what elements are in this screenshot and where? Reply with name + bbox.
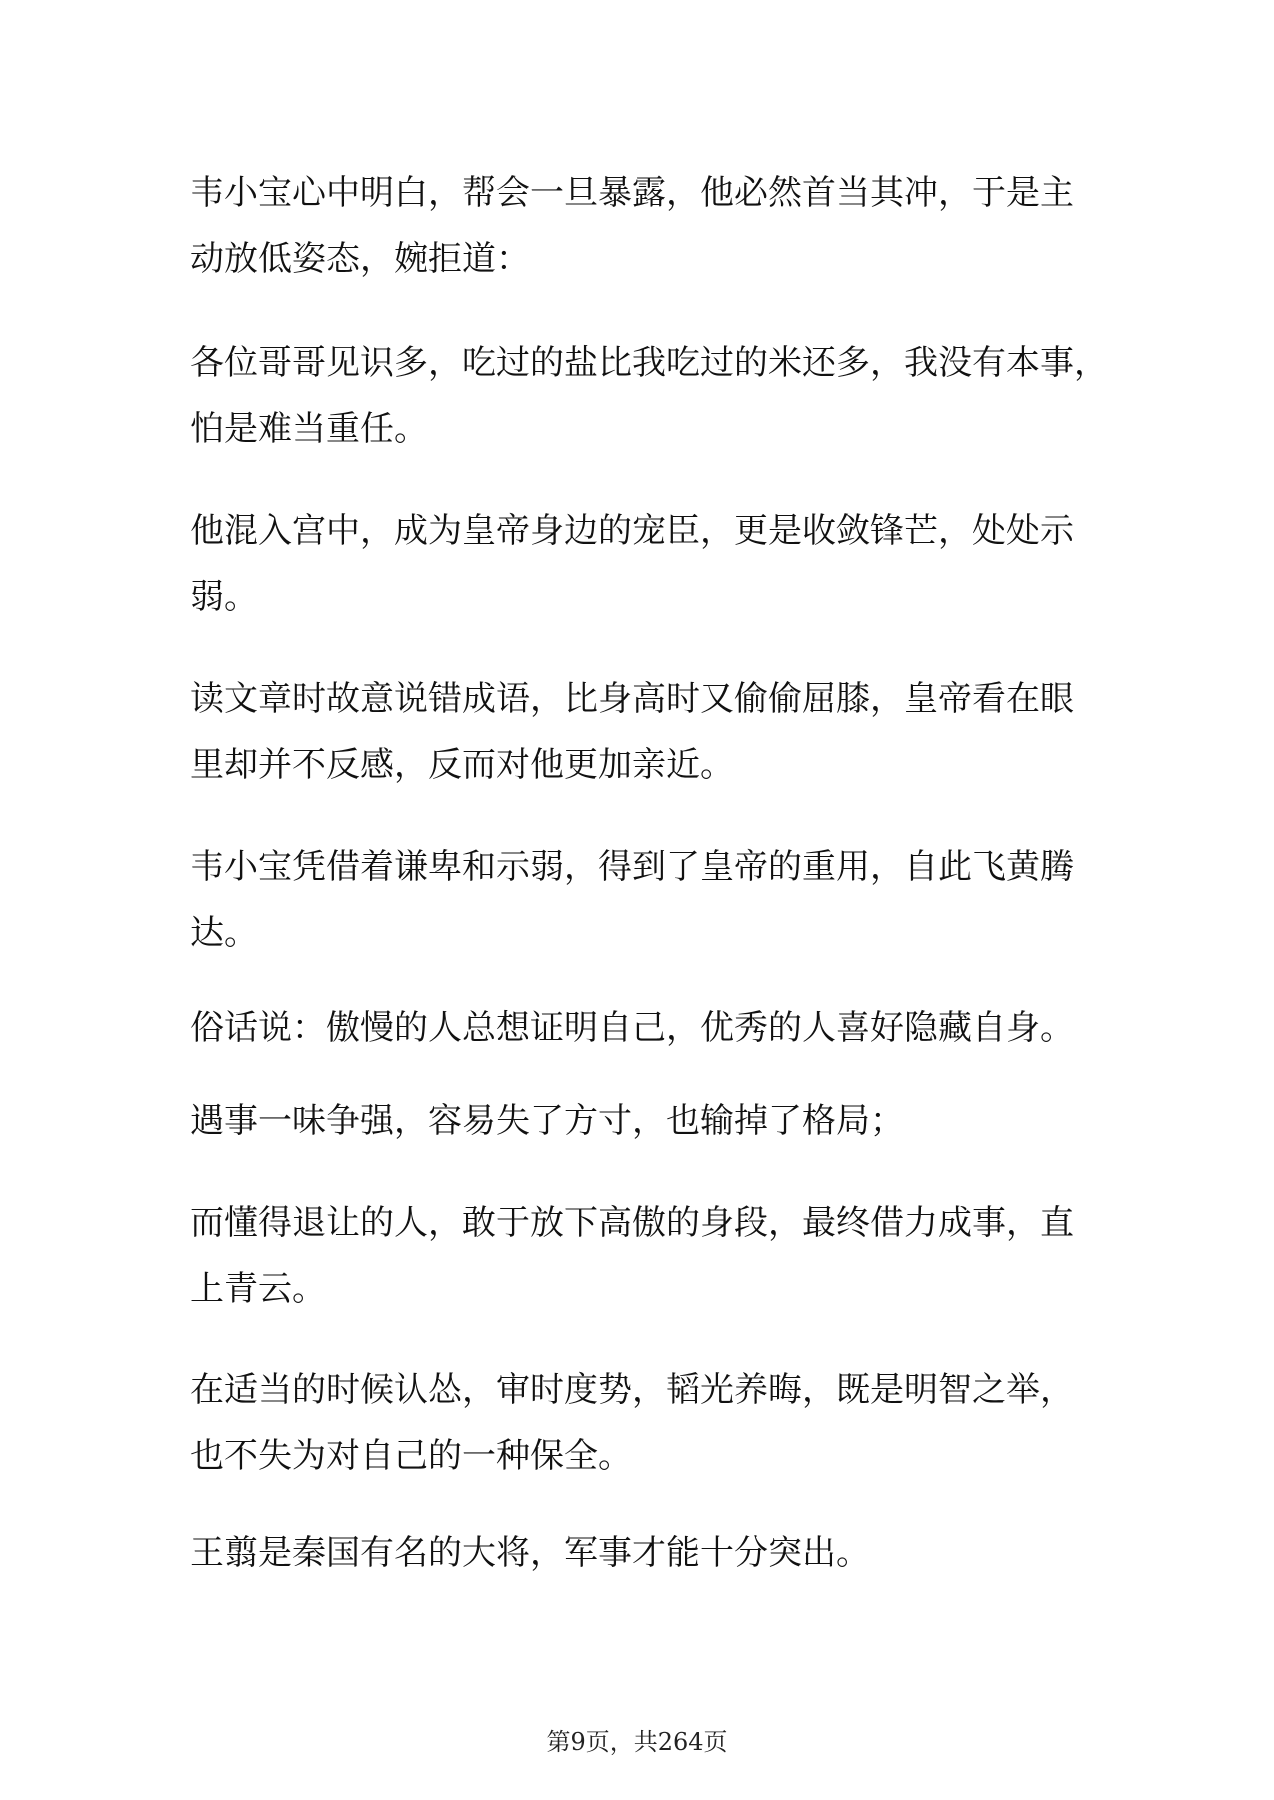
paragraph-line: 王翦是秦国有名的大将，军事才能十分突出。 <box>190 1533 870 1573</box>
paragraph-line: 而懂得退让的人，敢于放下高傲的身段，最终借力成事，直 <box>190 1203 1074 1243</box>
paragraph-4 <box>190 666 1090 798</box>
paragraph-line: 韦小宝心中明白，帮会一旦暴露，他必然首当其冲，于是主 <box>190 173 1074 213</box>
paragraph-line: 弱。 <box>190 577 258 617</box>
paragraph-1 <box>190 160 1090 292</box>
paragraph-line: 里却并不反感，反而对他更加亲近。 <box>190 745 734 785</box>
paragraph-line: 怕是难当重任。 <box>190 409 428 449</box>
paragraph-line: 达。 <box>190 913 258 953</box>
paragraph-line: 各位哥哥见识多，吃过的盐比我吃过的米还多，我没有本事， <box>190 343 1108 383</box>
page-number-footer: 第9页，共264页 <box>546 1728 728 1756</box>
paragraph-3 <box>190 498 1090 630</box>
paragraph-line: 读文章时故意说错成语，比身高时又偷偷屈膝，皇帝看在眼 <box>190 679 1074 719</box>
paragraph-9 <box>190 1357 1090 1489</box>
paragraph-line: 俗话说：傲慢的人总想证明自己，优秀的人喜好隐藏自身。 <box>190 1008 1074 1048</box>
paragraph-10 <box>190 1520 1090 1586</box>
paragraph-line: 遇事一味争强，容易失了方寸，也输掉了格局； <box>190 1101 904 1141</box>
paragraph-line: 韦小宝凭借着谦卑和示弱，得到了皇帝的重用，自此飞黄腾 <box>190 847 1074 887</box>
paragraph-line: 他混入宫中，成为皇帝身边的宠臣，更是收敛锋芒，处处示 <box>190 511 1074 551</box>
paragraph-2 <box>190 330 1108 462</box>
paragraph-line: 也不失为对自己的一种保全。 <box>190 1436 632 1476</box>
paragraph-line: 动放低姿态，婉拒道： <box>190 239 530 279</box>
paragraph-8 <box>190 1190 1090 1322</box>
paragraph-7 <box>190 1088 1090 1154</box>
paragraph-line: 在适当的时候认怂，审时度势，韬光养晦，既是明智之举， <box>190 1370 1074 1410</box>
paragraph-line: 上青云。 <box>190 1269 326 1309</box>
paragraph-6 <box>190 995 1090 1061</box>
paragraph-5 <box>190 834 1090 966</box>
